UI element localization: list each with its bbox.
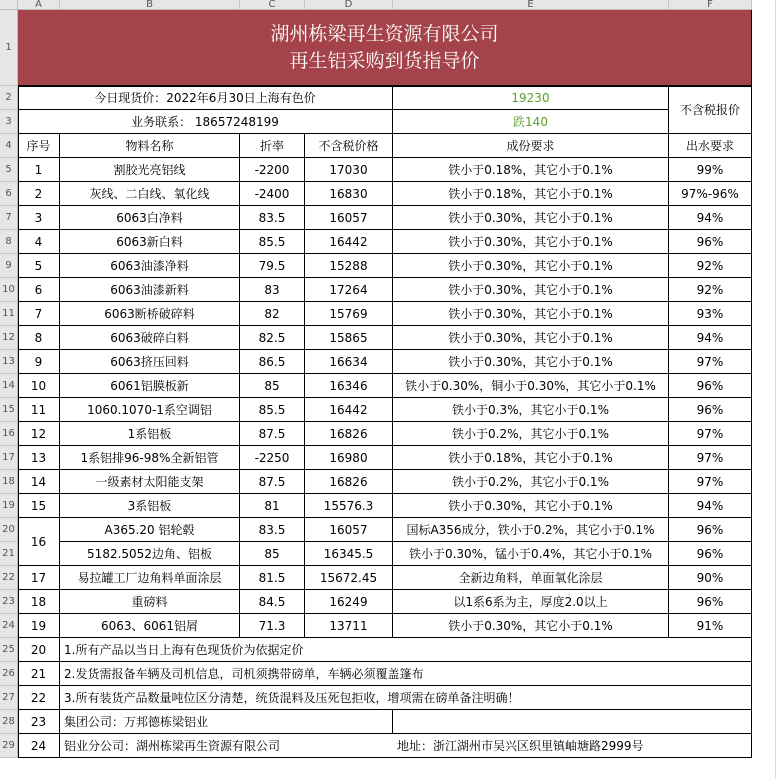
row-header-18[interactable]: 18 — [0, 470, 18, 494]
water-cell[interactable]: 93% — [669, 302, 752, 326]
row-number-cell[interactable]: 14 — [18, 470, 60, 494]
rate-cell[interactable]: 85 — [240, 542, 305, 566]
price-cell[interactable]: 15769 — [305, 302, 393, 326]
requirement-cell[interactable]: 铁小于0.30%，其它小于0.1% — [393, 350, 669, 374]
material-name-cell[interactable]: 6063、6061铝屑 — [60, 614, 240, 638]
row-header-26[interactable]: 26 — [0, 662, 18, 686]
row-number-cell[interactable]: 18 — [18, 590, 60, 614]
row-number-cell[interactable]: 10 — [18, 374, 60, 398]
row-number-cell[interactable]: 12 — [18, 422, 60, 446]
material-name-cell[interactable]: 灰线、二白线、氧化线 — [60, 182, 240, 206]
footer-company-cell[interactable]: 铝业分公司：湖州栋梁再生资源有限公司 — [60, 734, 393, 758]
requirement-cell[interactable]: 铁小于0.2%，其它小于0.1% — [393, 470, 669, 494]
rate-cell[interactable]: 84.5 — [240, 590, 305, 614]
note-number-cell[interactable]: 20 — [18, 638, 60, 662]
row-number-cell[interactable]: 1 — [18, 158, 60, 182]
material-name-cell[interactable]: 一级素材太阳能支架 — [60, 470, 240, 494]
note-cell[interactable]: 2.发货需报备车辆及司机信息，司机须携带磅单，车辆必须覆盖篷布 — [60, 662, 752, 686]
sheet-title — [18, 10, 752, 86]
requirement-cell[interactable]: 国标A356成分，铁小于0.2%，其它小于0.1% — [393, 518, 669, 542]
rate-cell[interactable]: 71.3 — [240, 614, 305, 638]
water-cell[interactable]: 91% — [669, 614, 752, 638]
row-header-4[interactable]: 4 — [0, 134, 18, 158]
column-header-a[interactable]: A — [18, 0, 60, 10]
header-rate[interactable]: 折率 — [240, 134, 305, 158]
row-number-cell[interactable]: 11 — [18, 398, 60, 422]
price-cell[interactable]: 15672.45 — [305, 566, 393, 590]
row-header-14[interactable]: 14 — [0, 374, 18, 398]
requirement-cell[interactable]: 铁小于0.30%，其它小于0.1% — [393, 614, 669, 638]
row-number-cell[interactable]: 13 — [18, 446, 60, 470]
price-cell[interactable]: 17264 — [305, 278, 393, 302]
material-name-cell[interactable]: 1系铝板 — [60, 422, 240, 446]
row-number-cell[interactable]: 4 — [18, 230, 60, 254]
header-no[interactable]: 序号 — [18, 134, 60, 158]
rate-cell[interactable]: 85 — [240, 374, 305, 398]
row-number-cell[interactable]: 9 — [18, 350, 60, 374]
price-cell[interactable]: 16345.5 — [305, 542, 393, 566]
water-cell[interactable]: 96% — [669, 542, 752, 566]
row-header-12[interactable]: 12 — [0, 326, 18, 350]
requirement-cell[interactable]: 铁小于0.30%，其它小于0.1% — [393, 326, 669, 350]
price-cell[interactable]: 16442 — [305, 398, 393, 422]
requirement-cell[interactable]: 铁小于0.30%，其它小于0.1% — [393, 254, 669, 278]
column-header-f[interactable]: F — [669, 0, 752, 10]
note-cell[interactable]: 1.所有产品以当日上海有色现货价为依据定价 — [60, 638, 752, 662]
rate-cell[interactable]: -2200 — [240, 158, 305, 182]
row-header-13[interactable]: 13 — [0, 350, 18, 374]
row-header-29[interactable]: 29 — [0, 734, 18, 758]
row-header-16[interactable]: 16 — [0, 422, 18, 446]
rate-cell[interactable]: 82 — [240, 302, 305, 326]
row-header-23[interactable]: 23 — [0, 590, 18, 614]
material-name-cell[interactable]: 6063白净料 — [60, 206, 240, 230]
material-name-cell[interactable]: 6063破碎白料 — [60, 326, 240, 350]
rate-cell[interactable]: 86.5 — [240, 350, 305, 374]
water-cell[interactable]: 99% — [669, 158, 752, 182]
material-name-cell[interactable]: 6063油漆新料 — [60, 278, 240, 302]
row-header-3[interactable]: 3 — [0, 110, 18, 134]
requirement-cell[interactable]: 铁小于0.2%，其它小于0.1% — [393, 422, 669, 446]
material-name-cell[interactable]: 6063新白料 — [60, 230, 240, 254]
rate-cell[interactable]: 81 — [240, 494, 305, 518]
empty-cell[interactable] — [393, 710, 752, 734]
requirement-cell[interactable]: 铁小于0.18%，其它小于0.1% — [393, 446, 669, 470]
column-header-e[interactable]: E — [393, 0, 669, 10]
price-cell[interactable]: 16980 — [305, 446, 393, 470]
requirement-cell[interactable]: 铁小于0.30%，其它小于0.1% — [393, 302, 669, 326]
water-cell[interactable]: 92% — [669, 254, 752, 278]
water-cell[interactable]: 94% — [669, 326, 752, 350]
requirement-cell[interactable]: 以1系6系为主，厚度2.0以上 — [393, 590, 669, 614]
row-number-cell[interactable]: 16 — [18, 518, 60, 566]
requirement-cell[interactable]: 铁小于0.30%，其它小于0.1% — [393, 230, 669, 254]
water-cell[interactable]: 96% — [669, 230, 752, 254]
row-header-15[interactable]: 15 — [0, 398, 18, 422]
material-name-cell[interactable]: 6063油漆净料 — [60, 254, 240, 278]
footer-number-cell[interactable]: 24 — [18, 734, 60, 758]
material-name-cell[interactable]: 1系铝排96-98%全新铝管 — [60, 446, 240, 470]
price-cell[interactable]: 16057 — [305, 518, 393, 542]
water-cell[interactable]: 97% — [669, 422, 752, 446]
header-price[interactable]: 不含税价格 — [305, 134, 393, 158]
material-name-cell[interactable]: 3系铝板 — [60, 494, 240, 518]
water-cell[interactable]: 96% — [669, 374, 752, 398]
requirement-cell[interactable]: 铁小于0.30%，其它小于0.1% — [393, 494, 669, 518]
price-cell[interactable]: 16249 — [305, 590, 393, 614]
row-number-cell[interactable]: 17 — [18, 566, 60, 590]
row-header-10[interactable]: 10 — [0, 278, 18, 302]
material-name-cell[interactable]: A365.20 铝轮毂 — [60, 518, 240, 542]
rate-cell[interactable]: 85.5 — [240, 230, 305, 254]
note-number-cell[interactable]: 21 — [18, 662, 60, 686]
water-cell[interactable]: 92% — [669, 278, 752, 302]
column-header-c[interactable]: C — [240, 0, 305, 10]
spot-price-cell[interactable]: 19230 — [393, 86, 669, 110]
rate-cell[interactable]: 82.5 — [240, 326, 305, 350]
requirement-cell[interactable]: 全新边角料，单面氧化涂层 — [393, 566, 669, 590]
title-line-1: 湖州栋梁再生资源有限公司 — [270, 22, 499, 45]
row-header-2[interactable]: 2 — [0, 86, 18, 110]
row-header-25[interactable]: 25 — [0, 638, 18, 662]
row-number-cell[interactable]: 19 — [18, 614, 60, 638]
rate-cell[interactable]: -2250 — [240, 446, 305, 470]
requirement-cell[interactable]: 铁小于0.30%，其它小于0.1% — [393, 206, 669, 230]
water-cell[interactable]: 97% — [669, 350, 752, 374]
price-cell[interactable]: 16826 — [305, 422, 393, 446]
row-header-28[interactable]: 28 — [0, 710, 18, 734]
rate-cell[interactable]: 83.5 — [240, 206, 305, 230]
row-header-6[interactable]: 6 — [0, 182, 18, 206]
requirement-cell[interactable]: 铁小于0.18%，其它小于0.1% — [393, 158, 669, 182]
row-header-9[interactable]: 9 — [0, 254, 18, 278]
footer-address-cell[interactable]: 地址：浙江湖州市吴兴区织里镇岫塘路2999号 — [393, 734, 752, 758]
row-number-cell[interactable]: 7 — [18, 302, 60, 326]
water-cell[interactable]: 96% — [669, 398, 752, 422]
row-number-cell[interactable]: 6 — [18, 278, 60, 302]
material-name-cell[interactable]: 6061铝膜板新 — [60, 374, 240, 398]
row-header-27[interactable]: 27 — [0, 686, 18, 710]
material-name-cell[interactable]: 1060.1070-1系空调铝 — [60, 398, 240, 422]
price-cell[interactable]: 16830 — [305, 182, 393, 206]
note-cell[interactable]: 集团公司：万邦德栋梁铝业 — [60, 710, 393, 734]
header-water[interactable]: 出水要求 — [669, 134, 752, 158]
price-cell[interactable]: 15288 — [305, 254, 393, 278]
row-header-8[interactable]: 8 — [0, 230, 18, 254]
water-cell[interactable]: 94% — [669, 206, 752, 230]
column-header-b[interactable]: B — [60, 0, 240, 10]
rate-cell[interactable]: 87.5 — [240, 470, 305, 494]
row-header-17[interactable]: 17 — [0, 446, 18, 470]
rate-cell[interactable]: 85.5 — [240, 398, 305, 422]
note-number-cell[interactable]: 22 — [18, 686, 60, 710]
rate-cell[interactable]: 81.5 — [240, 566, 305, 590]
price-label-cell[interactable]: 今日现货价：2022年6月30日上海有色价 — [18, 86, 393, 110]
water-cell[interactable]: 96% — [669, 590, 752, 614]
row-number-cell[interactable]: 15 — [18, 494, 60, 518]
price-cell[interactable]: 15865 — [305, 326, 393, 350]
material-name-cell[interactable]: 6063断桥破碎料 — [60, 302, 240, 326]
row-header-20[interactable]: 20 — [0, 518, 18, 542]
price-cell[interactable]: 16346 — [305, 374, 393, 398]
price-cell[interactable]: 16826 — [305, 470, 393, 494]
price-cell[interactable]: 16634 — [305, 350, 393, 374]
water-cell[interactable]: 97%-96% — [669, 182, 752, 206]
row-header-1[interactable]: 1 — [0, 10, 18, 86]
border-left — [18, 86, 19, 758]
header-name[interactable]: 物料名称 — [60, 134, 240, 158]
row-number-cell[interactable]: 2 — [18, 182, 60, 206]
row-header-22[interactable]: 22 — [0, 566, 18, 590]
row-header-11[interactable]: 11 — [0, 302, 18, 326]
price-change-cell[interactable]: 跌140 — [393, 110, 669, 134]
contact-cell[interactable]: 业务联系： 18657248199 — [18, 110, 393, 134]
water-cell[interactable]: 97% — [669, 470, 752, 494]
material-name-cell[interactable]: 5182.5052边角、铝板 — [60, 542, 240, 566]
row-header-24[interactable]: 24 — [0, 614, 18, 638]
material-name-cell[interactable]: 6063挤压回料 — [60, 350, 240, 374]
row-number-cell[interactable]: 8 — [18, 326, 60, 350]
row-number-cell[interactable]: 3 — [18, 206, 60, 230]
price-cell[interactable]: 16057 — [305, 206, 393, 230]
price-cell[interactable]: 15576.3 — [305, 494, 393, 518]
row-header-19[interactable]: 19 — [0, 494, 18, 518]
requirement-cell[interactable]: 铁小于0.18%，其它小于0.1% — [393, 182, 669, 206]
price-cell[interactable]: 13711 — [305, 614, 393, 638]
rate-cell[interactable]: 79.5 — [240, 254, 305, 278]
material-name-cell[interactable]: 割胶光亮铝线 — [60, 158, 240, 182]
tax-note-cell[interactable]: 不含税报价 — [669, 86, 752, 134]
row-number-cell[interactable]: 5 — [18, 254, 60, 278]
column-header-d[interactable]: D — [305, 0, 393, 10]
requirement-cell[interactable]: 铁小于0.30%，其它小于0.1% — [393, 278, 669, 302]
title-line-2: 再生铝采购到货指导价 — [289, 49, 480, 72]
row-header-5[interactable]: 5 — [0, 158, 18, 182]
row-header-21[interactable]: 21 — [0, 542, 18, 566]
rate-cell[interactable]: 87.5 — [240, 422, 305, 446]
rate-cell[interactable]: -2400 — [240, 182, 305, 206]
rate-cell[interactable]: 83.5 — [240, 518, 305, 542]
water-cell[interactable]: 94% — [669, 494, 752, 518]
requirement-cell[interactable]: 铁小于0.30%，铜小于0.30%，其它小于0.1% — [393, 374, 669, 398]
water-cell[interactable]: 97% — [669, 446, 752, 470]
water-cell[interactable]: 90% — [669, 566, 752, 590]
price-cell[interactable]: 17030 — [305, 158, 393, 182]
row-header-7[interactable]: 7 — [0, 206, 18, 230]
material-name-cell[interactable]: 重磅料 — [60, 590, 240, 614]
material-name-cell[interactable]: 易拉罐工厂边角料单面涂层 — [60, 566, 240, 590]
requirement-cell[interactable]: 铁小于0.3%，其它小于0.1% — [393, 398, 669, 422]
note-number-cell[interactable]: 23 — [18, 710, 60, 734]
requirement-cell[interactable]: 铁小于0.30%，锰小于0.4%，其它小于0.1% — [393, 542, 669, 566]
price-cell[interactable]: 16442 — [305, 230, 393, 254]
note-cell[interactable]: 3.所有装货产品数量吨位区分清楚，统货混料及压死包拒收，增项需在磅单备注明确！ — [60, 686, 752, 710]
header-req[interactable]: 成份要求 — [393, 134, 669, 158]
water-cell[interactable]: 96% — [669, 518, 752, 542]
rate-cell[interactable]: 83 — [240, 278, 305, 302]
select-all-corner[interactable] — [0, 0, 18, 10]
border-top — [18, 86, 752, 87]
